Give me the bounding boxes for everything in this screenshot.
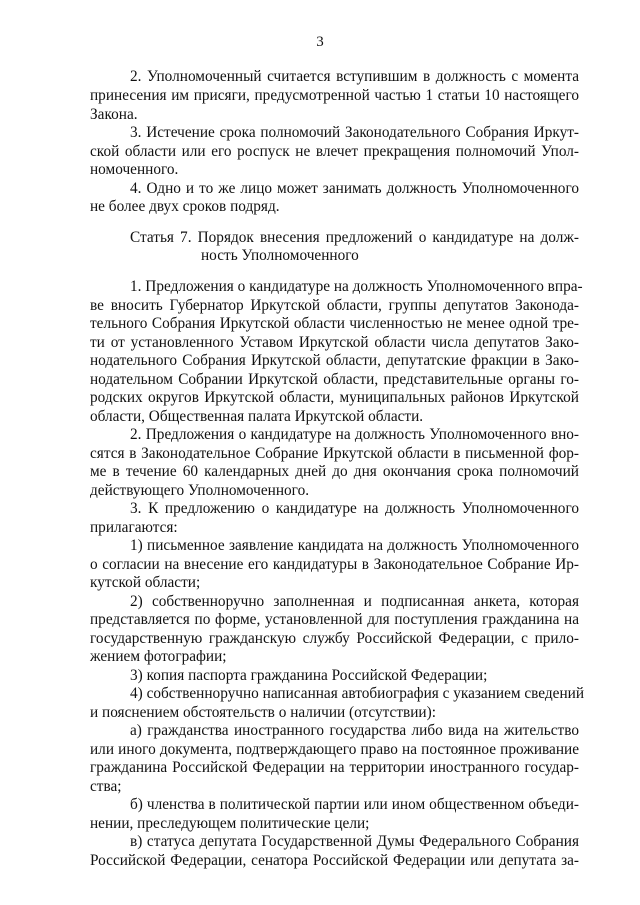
text-line: и пояснением обстоятельств о наличии (отсутствии): [90, 704, 436, 721]
text-line: области, Общественная палата Иркутской области. [90, 408, 424, 425]
text-line: ве вносить Губернатор Иркутской области, группы депутатов Законода- [90, 297, 579, 314]
text-line: в) статуса депутата Государственной Думы Федерального Собрания [130, 833, 579, 850]
text-line: ти от установленного Уставом Иркутской области числа депутатов Зако- [90, 334, 579, 351]
text-line: Статья 7. Порядок внесения предложений о кандидатуре на долж- [130, 229, 579, 246]
text-line: не более двух сроков подряд. [90, 198, 280, 215]
text-line: 3. К предложению о кандидатуре на должность Уполномоченного [130, 500, 579, 517]
text-line: представляется по форме, установленной для поступления гражданина на [90, 611, 579, 628]
text-line: а) гражданства иностранного государства либо вида на жительство [130, 722, 579, 739]
text-line: тельного Собрания Иркутской области численностью не менее одной тре- [90, 315, 579, 332]
text-line: ме в течение 60 календарных дней до дня окончания срока полномочий [90, 463, 579, 480]
text-line: нодательном Собрании Иркутской области, представительные органы го- [90, 371, 579, 388]
text-line: принесения им присяги, предусмотренной частью 1 статьи 10 настоящего [90, 87, 579, 104]
text-line: нении, преследующем политические цели; [90, 815, 370, 832]
text-line: 4) собственноручно написанная автобиография с указанием сведений [130, 685, 585, 702]
text-line: или иного документа, подтверждающего право на постоянное проживание [90, 741, 579, 758]
text-line: жением фотографии; [90, 648, 227, 665]
text-line: ской области или его роспуск не влечет прекращения полномочий Упол- [90, 143, 579, 160]
text-line: нодательного Собрания Иркутской области, депутатские фракции в Зако- [90, 352, 579, 369]
text-line: б) членства в политической партии или ином общественном объеди- [130, 796, 579, 813]
text-line: о согласии на внесение его кандидатуры в Законодательное Собрание Ир- [90, 556, 579, 573]
text-line: ства; [90, 778, 122, 795]
text-line: 2. Предложения о кандидатуре на должность Уполномоченного вно- [130, 426, 579, 443]
text-line: 2. Уполномоченный считается вступившим в должность с момента [130, 68, 579, 85]
text-line: 2) собственноручно заполненная и подписанная анкета, которая [130, 593, 579, 610]
text-line: родских округов Иркутской области, муниципальных районов Иркутской [90, 389, 579, 406]
text-line: 4. Одно и то же лицо может занимать должность Уполномоченного [130, 180, 579, 197]
text-line: Российской Федерации, сенатора Российской Федерации или депутата за- [90, 852, 579, 869]
text-line: 1. Предложения о кандидатуре на должность Уполномоченного впра- [130, 278, 583, 295]
text-line: номоченного. [90, 161, 179, 178]
text-line: действующего Уполномоченного. [90, 482, 310, 499]
text-line: прилагаются: [90, 519, 178, 536]
text-line: ность Уполномоченного [201, 247, 359, 264]
text-line: государственную гражданскую службу Российской Федерации, с прило- [90, 630, 579, 647]
text-line: 3. Истечение срока полномочий Законодательного Собрания Иркут- [130, 124, 579, 141]
page-number: 3 [316, 34, 324, 50]
text-line: Закона. [90, 106, 138, 123]
text-line: кутской области; [90, 574, 201, 591]
text-line: 3) копия паспорта гражданина Российской Федерации; [130, 667, 488, 684]
text-line: гражданина Российской Федерации на территории иностранного государ- [90, 759, 579, 776]
text-line: 1) письменное заявление кандидата на должность Уполномоченного [130, 537, 579, 554]
text-line: сятся в Законодательное Собрание Иркутской области в письменной фор- [90, 445, 579, 462]
